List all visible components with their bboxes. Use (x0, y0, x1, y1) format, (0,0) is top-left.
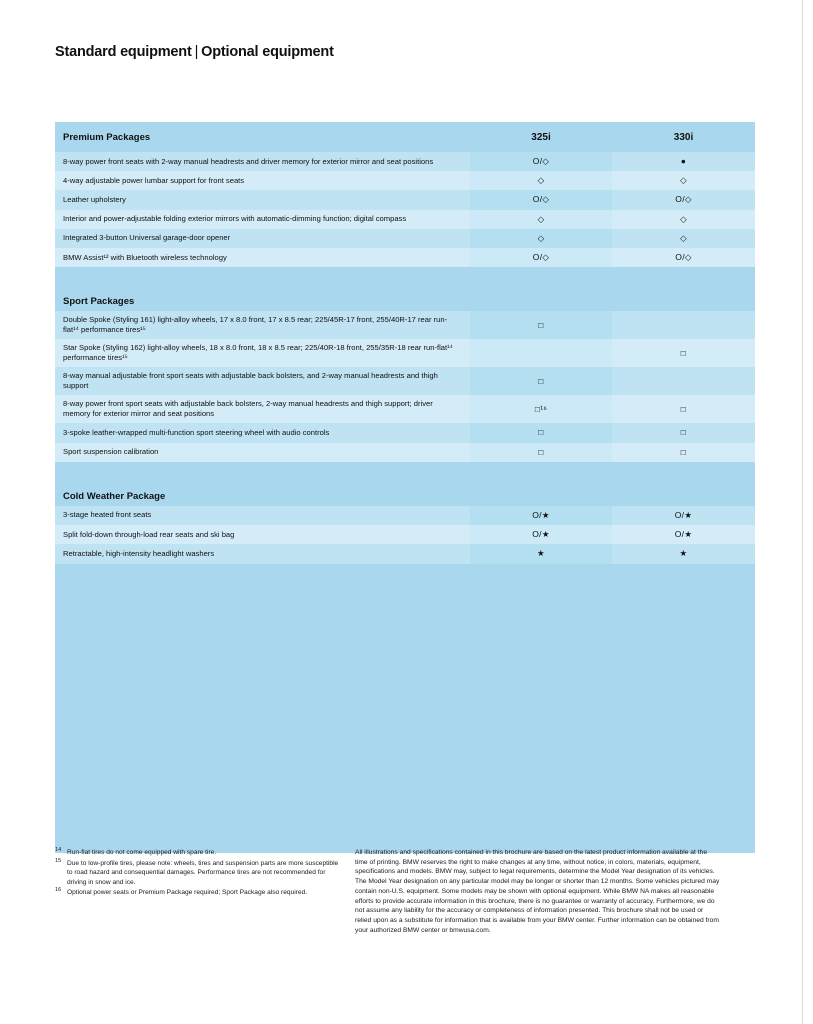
table-row (55, 339, 755, 367)
column-header-330i: 330i (612, 122, 755, 152)
row-value-330i: ● (612, 152, 755, 171)
column-header-325i: 325i (470, 122, 612, 152)
row-value-330i: O/◇ (612, 190, 755, 209)
row-value-325i: O/◇ (470, 190, 612, 209)
row-value-325i: ◇ (470, 171, 612, 190)
row-value-325i: □ (470, 367, 612, 395)
disclaimer-text: All illustrations and specifications contained in this brochure are based on the latest product information available at the time of printing. BMW reserves the right to make changes at any time, without notice, in colors, materials, equipment, specifications and models. BMW may, subject to legal requirements, determine the Model Year designation of its vehicles. The Model Year designation on any particular model may be longer or shorter than 12 months. Some vehicles pictured may contain non-U.S. equipment. Some models may be shown with optional equipment. While BMW NA makes all reasonable efforts to provide accurate information in this brochure, there is no guarantee or warranty of accuracy. Furthermore, we do not assume any liability for the accuracy or completeness of information presented. This brochure shall not be used or relied upon as a substitute for information that is available from your BMW center. Further information can be obtained from your authorized BMW center or bmwusa.com. (355, 849, 720, 934)
row-value-325i: ★ (470, 544, 612, 563)
footnote-number: 16 (55, 887, 62, 894)
row-value-330i: ◇ (612, 210, 755, 229)
row-value-330i: O/★ (612, 525, 755, 544)
section-spacer (55, 462, 755, 476)
row-label: Integrated 3-button Universal garage-door opener (55, 229, 470, 248)
row-value-330i: O/★ (612, 506, 755, 525)
table-row (55, 210, 755, 229)
footnote-text: Run-flat tires do not come equipped with spare tire. (67, 849, 217, 856)
footnote-number: 14 (55, 847, 62, 853)
row-label: Double Spoke (Styling 161) light-alloy wheels, 17 x 8.0 front, 17 x 8.5 rear; 225/45R-17 front, 255/40R-17 rear run-flat¹⁴ performance tires¹⁵ (55, 311, 470, 339)
page-title-optional: Optional equipment (201, 44, 334, 60)
row-value-330i (612, 367, 755, 395)
row-value-325i: O/★ (470, 506, 612, 525)
row-label: Split fold-down through-load rear seats and ski bag (55, 525, 470, 544)
row-value-330i: O/◇ (612, 248, 755, 267)
table-row (55, 311, 755, 339)
table-row (55, 544, 755, 563)
table-row (55, 248, 755, 267)
footnotes (55, 848, 340, 899)
page-title-standard: Standard equipment (55, 44, 192, 60)
table-header-row (55, 122, 755, 152)
footnote-item (55, 888, 340, 897)
table-row (55, 190, 755, 209)
row-value-330i: ◇ (612, 229, 755, 248)
page-title (55, 44, 334, 60)
table-row (55, 506, 755, 525)
row-label: Retractable, high-intensity headlight washers (55, 544, 470, 563)
row-label: BMW Assist¹² with Bluetooth wireless technology (55, 248, 470, 267)
row-label: Leather upholstery (55, 190, 470, 209)
equipment-table-inner (55, 122, 755, 564)
row-label: 8-way manual adjustable front sport seats with adjustable back bolsters, and 2-way manual headrests and thigh support (55, 367, 470, 395)
row-value-325i: ◇ (470, 229, 612, 248)
table-row (55, 423, 755, 442)
row-value-325i: □ (470, 423, 612, 442)
page-title-separator: | (194, 44, 199, 60)
section-title-sport: Sport Packages (55, 281, 470, 311)
row-value-325i: O/◇ (470, 248, 612, 267)
section-spacer (55, 267, 755, 281)
table-filler (55, 564, 755, 853)
row-value-330i: □ (612, 395, 755, 423)
table-row (55, 525, 755, 544)
row-value-325i: □ (470, 443, 612, 462)
equipment-table-body (55, 122, 755, 564)
footnote-number: 15 (55, 857, 62, 864)
row-label: Sport suspension calibration (55, 443, 470, 462)
row-value-325i: □ (470, 311, 612, 339)
row-value-330i: ★ (612, 544, 755, 563)
table-row (55, 395, 755, 423)
table-row (55, 171, 755, 190)
row-value-325i: O/◇ (470, 152, 612, 171)
row-value-325i: ◇ (470, 210, 612, 229)
table-row (55, 443, 755, 462)
section-title-premium: Premium Packages (55, 122, 470, 152)
row-label: 8-way power front seats with 2-way manual headrests and driver memory for exterior mirror and seat positions (55, 152, 470, 171)
table-row (55, 229, 755, 248)
row-label: 3-spoke leather-wrapped multi-function sport steering wheel with audio controls (55, 423, 470, 442)
row-label: Interior and power-adjustable folding exterior mirrors with automatic-dimming function; digital compass (55, 210, 470, 229)
page-right-margin (803, 0, 813, 1024)
row-value-330i: □ (612, 339, 755, 367)
section-header-sport (55, 281, 755, 311)
row-label: 4-way adjustable power lumbar support for front seats (55, 171, 470, 190)
row-label: 8-way power front sport seats with adjustable back bolsters, 2-way manual headrests and thigh support; driver memory for exterior mirror and seat positions (55, 395, 470, 423)
table-row (55, 367, 755, 395)
section-title-cold-weather: Cold Weather Package (55, 476, 470, 506)
row-label: 3-stage heated front seats (55, 506, 470, 525)
row-value-325i (470, 339, 612, 367)
row-value-325i: □¹⁶ (470, 395, 612, 423)
equipment-table (55, 122, 755, 853)
table-row (55, 152, 755, 171)
row-value-330i (612, 311, 755, 339)
section-header-cold-weather (55, 476, 755, 506)
row-value-330i: □ (612, 423, 755, 442)
footnote-item (55, 848, 340, 857)
row-value-330i: ◇ (612, 171, 755, 190)
row-label: Star Spoke (Styling 162) light-alloy wheels, 18 x 8.0 front, 18 x 8.5 rear; 225/40R-18 front, 255/35R-18 rear run-flat¹⁴ performance tires¹⁵ (55, 339, 470, 367)
footnote-text: Optional power seats or Premium Package required; Sport Package also required. (67, 889, 308, 897)
row-value-330i: □ (612, 443, 755, 462)
row-value-325i: O/★ (470, 525, 612, 544)
footnote-item (55, 859, 340, 887)
footnote-text: Due to low-profile tires, please note: wheels, tires and suspension parts are more susceptible to road hazard and consequential damages. Performance tires are not recommended for driving in snow and ice. (67, 859, 339, 886)
